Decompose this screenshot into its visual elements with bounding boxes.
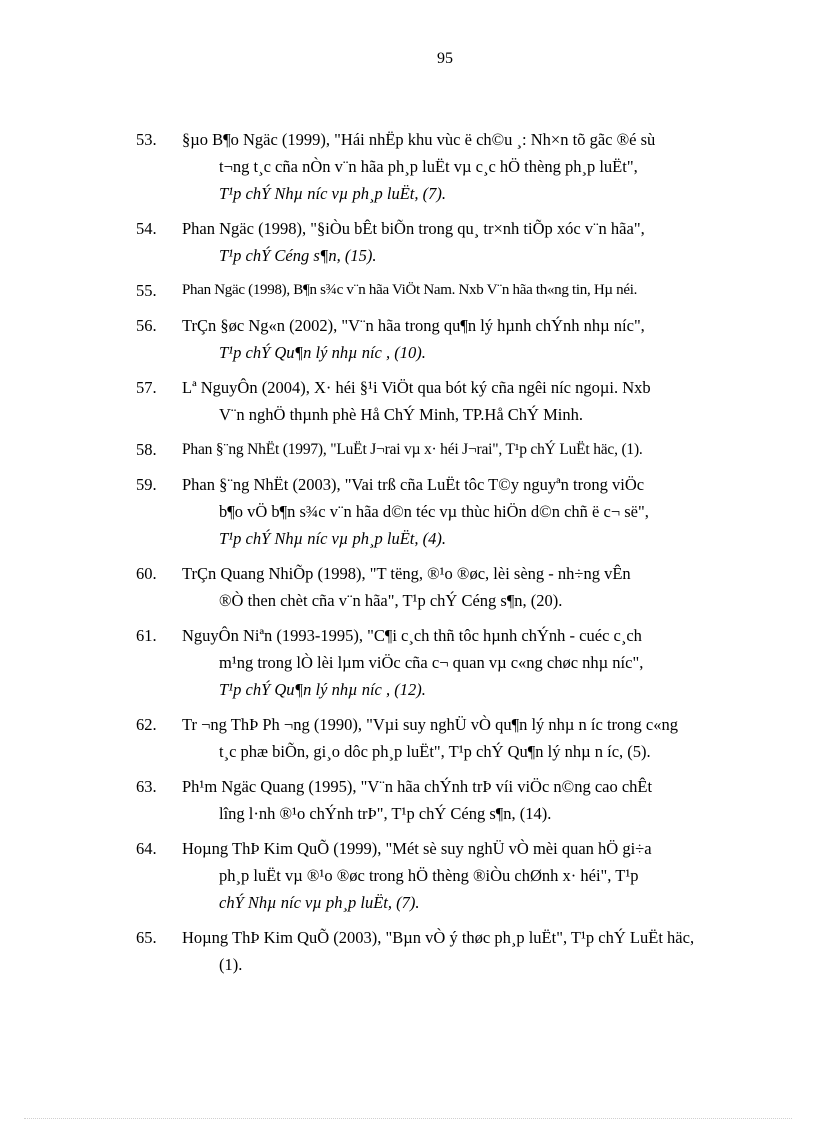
page-number: 95: [437, 50, 453, 67]
reference-item: [136, 312, 740, 366]
reference-number: 65.: [136, 928, 157, 947]
reference-item: [136, 277, 740, 304]
reference-number: 58.: [136, 440, 157, 459]
reference-text-line: T¹p chÝ Céng s¶n, (15).: [219, 246, 377, 265]
reference-item: [136, 924, 740, 978]
reference-text-line: V¨n nghÖ thµnh phè Hå ChÝ Minh, TP.Hå ChÝ Minh.: [219, 405, 583, 424]
reference-number: 56.: [136, 316, 157, 335]
reference-item: [136, 126, 740, 207]
reference-item: [136, 215, 740, 269]
reference-item: [136, 560, 740, 614]
page-bottom-border: [24, 1118, 792, 1119]
reference-text-line: Ph¹m Ngäc Quang (1995), "V¨n hãa chÝnh trÞ víi viÖc n©ng cao chÊt: [182, 777, 653, 796]
reference-number: 63.: [136, 777, 157, 796]
reference-number: 57.: [136, 378, 157, 397]
reference-text-line: Tr ¬ng ThÞ Ph ¬ng (1990), "Vµi suy nghÜ vÒ qu¶n lý nhµ n íc trong c«ng: [182, 715, 678, 734]
reference-text-line: lîng l·nh ®¹o chÝnh trÞ", T¹p chÝ Céng s¶n, (14).: [219, 804, 552, 823]
reference-text-line: b¶o vÖ b¶n s¾c v¨n hãa d©n téc vµ thùc hiÖn d©n chñ ë c¬ së",: [219, 502, 649, 521]
reference-text-line: Phan §¨ng NhËt (2003), "Vai trß cña LuËt tôc T©y nguyªn trong viÖc: [182, 475, 645, 494]
reference-number: 54.: [136, 219, 157, 238]
reference-item: [136, 773, 740, 827]
reference-number: 53.: [136, 130, 157, 149]
reference-number: 62.: [136, 715, 157, 734]
reference-list: [136, 126, 740, 986]
reference-number: 55.: [136, 281, 157, 300]
reference-text-line: T¹p chÝ Qu¶n lý nhµ níc , (10).: [219, 343, 426, 362]
reference-text-line: NguyÔn Niªn (1993-1995), "C¶i c¸ch thñ tôc hµnh chÝnh - cuéc c¸ch: [182, 626, 642, 645]
reference-item: [136, 436, 740, 463]
reference-item: [136, 711, 740, 765]
reference-text-line: Phan §¨ng NhËt (1997), "LuËt J¬rai vµ x· héi J¬rai", T¹p chÝ LuËt häc, (1).: [182, 441, 643, 458]
reference-text-line: t¬ng t¸c cña nÒn v¨n hãa ph¸p luËt vµ c¸c hÖ thèng ph¸p luËt",: [219, 157, 638, 176]
reference-text-line: chÝ Nhµ níc vµ ph¸p luËt, (7).: [219, 893, 420, 912]
reference-number: 59.: [136, 475, 157, 494]
reference-item: [136, 835, 740, 916]
reference-text-line: ®Ò then chèt cña v¨n hãa", T¹p chÝ Céng s¶n, (20).: [219, 591, 563, 610]
reference-text-line: TrÇn §øc Ng«n (2002), "V¨n hãa trong qu¶n lý hµnh chÝnh nhµ níc",: [182, 316, 645, 335]
reference-item: [136, 374, 740, 428]
reference-number: 64.: [136, 839, 157, 858]
reference-number: 60.: [136, 564, 157, 583]
reference-item: [136, 622, 740, 703]
reference-text-line: §µo B¶o Ngäc (1999), "Hái nhËp khu vùc ë ch©u ¸: Nh×n tõ gãc ®é sù: [182, 130, 656, 149]
reference-text-line: Phan Ngäc (1998), B¶n s¾c v¨n hãa ViÖt Nam. Nxb V¨n hãa th«ng tin, Hµ néi.: [182, 282, 638, 298]
reference-item: [136, 471, 740, 552]
reference-text-line: TrÇn Quang NhiÕp (1998), "T tëng, ®¹o ®øc, lèi sèng - nh÷ng vÊn: [182, 564, 631, 583]
reference-text-line: t¸c phæ biÕn, gi¸o dôc ph¸p luËt", T¹p chÝ Qu¶n lý nhµ n íc, (5).: [219, 742, 651, 761]
reference-text-line: T¹p chÝ Qu¶n lý nhµ níc , (12).: [219, 680, 426, 699]
reference-text-line: Hoµng ThÞ Kim QuÕ (2003), "Bµn vÒ ý thøc ph¸p luËt", T¹p chÝ LuËt häc,: [182, 928, 695, 947]
reference-text-line: T¹p chÝ Nhµ níc vµ ph¸p luËt, (4).: [219, 529, 446, 548]
reference-text-line: ph¸p luËt vµ ®¹o ®øc trong hÖ thèng ®iÒu chØnh x· héi", T¹p: [219, 866, 639, 885]
reference-text-line: T¹p chÝ Nhµ níc vµ ph¸p luËt, (7).: [219, 184, 446, 203]
reference-number: 61.: [136, 626, 157, 645]
reference-text-line: m¹ng trong lÒ lèi lµm viÖc cña c¬ quan vµ c«ng chøc nhµ níc",: [219, 653, 644, 672]
reference-text-line: Lª NguyÔn (2004), X· héi §¹i ViÖt qua bót ký cña ngêi níc ngoµi. Nxb: [182, 378, 651, 397]
reference-text-line: Hoµng ThÞ Kim QuÕ (1999), "Mét sè suy nghÜ vÒ mèi quan hÖ gi÷a: [182, 839, 652, 858]
reference-text-line: Phan Ngäc (1998), "§iÒu bÊt biÕn trong qu¸ tr×nh tiÕp xóc v¨n hãa",: [182, 219, 645, 238]
reference-text-line: (1).: [219, 955, 243, 974]
